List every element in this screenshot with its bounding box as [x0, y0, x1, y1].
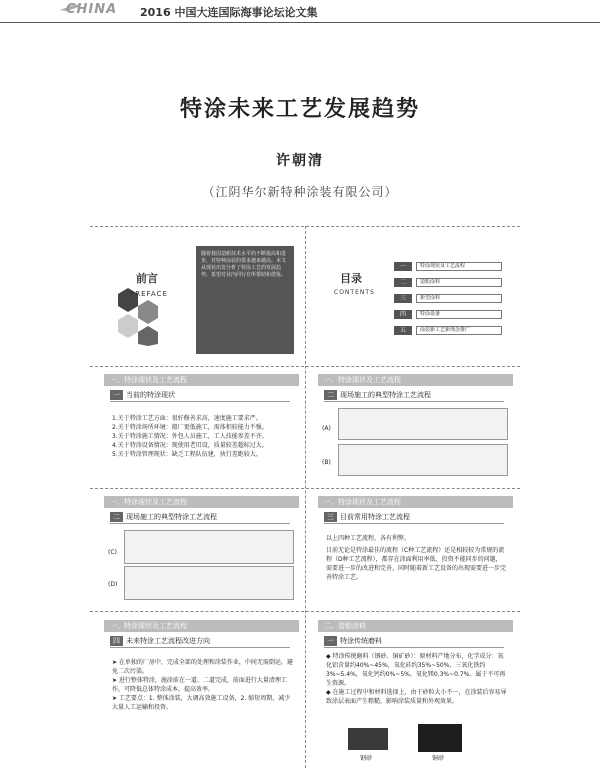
slide-preface [104, 236, 299, 358]
preface-title-cn: 前言 [136, 272, 158, 285]
process-diagram-b [338, 444, 508, 476]
publication-logo: CHINA [66, 2, 118, 17]
status-list: 1.关于特涂工艺方面：很好修善求高，速度施工要求严。 2.关于特涂场所环境：船厂更低施工，需体积较能力不强。 3.关于特涂施工情况：外包人员施工，工人技能参差不齐。 4.关于特涂设备情况：现使用老旧设，质量较差超标过大。 5.关于特涂管理现状：缺乏工程队伍建，执行差距较大。 [112, 415, 268, 458]
contents-title-en: CONTENTS [334, 289, 375, 296]
preface-title-en: PREFACE [130, 290, 168, 298]
process-diagram-a [338, 408, 508, 440]
row-label: (B) [322, 459, 331, 466]
slide-improvement [104, 620, 299, 750]
row-label: (D) [108, 581, 118, 588]
contents-title-cn: 目录 [340, 272, 362, 285]
process-diagram-d [124, 566, 294, 600]
copper-grit-image [418, 724, 462, 752]
steel-grit-caption: 钢砂 [360, 755, 373, 762]
slide-subtitle: 二 现场施工的典型特涂工艺流程 [110, 512, 217, 522]
author-name: 许朝清 [276, 153, 324, 169]
slide-header-bar: 一、特涂现状及工艺流程 [318, 496, 513, 508]
copper-grit-caption: 铜砂 [432, 755, 445, 762]
slide-common-process [318, 496, 513, 604]
slide-abrasives [318, 620, 513, 768]
slide-subtitle: 四 未来特涂工艺流程改进方向 [110, 636, 210, 646]
process-heading: 以上四种工艺流程，各有利弊。 [326, 535, 411, 542]
slide-header-bar: 一、特涂现状及工艺流程 [318, 374, 513, 386]
publication-title: 2016 中国大连国际海事论坛论文集 [140, 6, 318, 19]
slide-process-ab [318, 374, 513, 482]
steel-grit-image [348, 728, 388, 750]
slide-subtitle: 一 特涂传统磨料 [324, 636, 382, 646]
running-header [0, 0, 600, 23]
slide-subtitle: 二 现场施工的典型特涂工艺流程 [324, 390, 431, 400]
slide-subtitle: 一 当前的特涂现状 [110, 390, 175, 400]
divider-center [305, 226, 306, 768]
slide-header-bar: 一、特涂现状及工艺流程 [104, 496, 299, 508]
row-label: (C) [108, 549, 117, 556]
slide-header-bar: 二、造船涂料 [318, 620, 513, 632]
slide-subtitle: 三 目前常用特涂工艺流程 [324, 512, 410, 522]
slide-header-bar: 一、特涂现状及工艺流程 [104, 620, 299, 632]
article-title: 特涂未来工艺发展趋势 [179, 96, 420, 122]
slide-contents: 目录 CONTENTS 一 特涂现状及工艺流程 二 造船涂料 三 新型涂料 四 特涂设备 五 涂装新工艺新理念推广 [318, 236, 513, 358]
preface-text-box: 随着我国造船技术水平的不断提高和进步，对特种涂装的要求越来越高。本文从现状出发分析了特涂工艺的发展趋势，希望对业内同行有所帮助和借鉴。 [196, 246, 294, 354]
slide-header-bar: 一、特涂现状及工艺流程 [104, 374, 299, 386]
improvement-list: ➤ 在单独的厂房中，完成全部的处理和涂装作业，中间无需倒运，避免二次污染。 ➤ 进行整体特涂，施涂前在一道、二道完成，前面进行大量清理工作，可降低总体特涂成本，提高效率。 ➤ 工艺要点：1. 整体涂装，大调高效施工设备，2. 缩短周期，减少大量人工运输和投资。 [112, 659, 293, 711]
author-affiliation: （江阴华尔新特种涂装有限公司） [202, 185, 398, 199]
slide-process-cd [104, 496, 299, 604]
process-diagram-c [124, 530, 294, 564]
row-label: (A) [322, 425, 331, 432]
abrasive-list: ◆ 特涂传统磨料（钢砂、铜矿砂）：原材料产地分布，化学成分：氧化铝含量约40%~45%，氧化硅约35%~50%，三氧化铁约3%~5.4%，氧化钙约0%~5%，氧化镁0.3%~0.7%。属于不可再生资源。 ◆ 在施工过程中和材料选择上，由于砂粒大小不一，在涂装后容易导致涂层表面产生粗糙，影响涂装质量和外观效果。 [326, 653, 507, 705]
slide-current-status [104, 374, 299, 482]
process-body: 目前无论是特涂最佳的流程（C种工艺流程）还是相较较为常规的流程（D种工艺流程），都存在涂面利用率低、投资不能同步的问题，需要进一步的改进和完善，同时随着新工艺设备的出现需要进一步完善特涂工艺。 [326, 547, 507, 581]
